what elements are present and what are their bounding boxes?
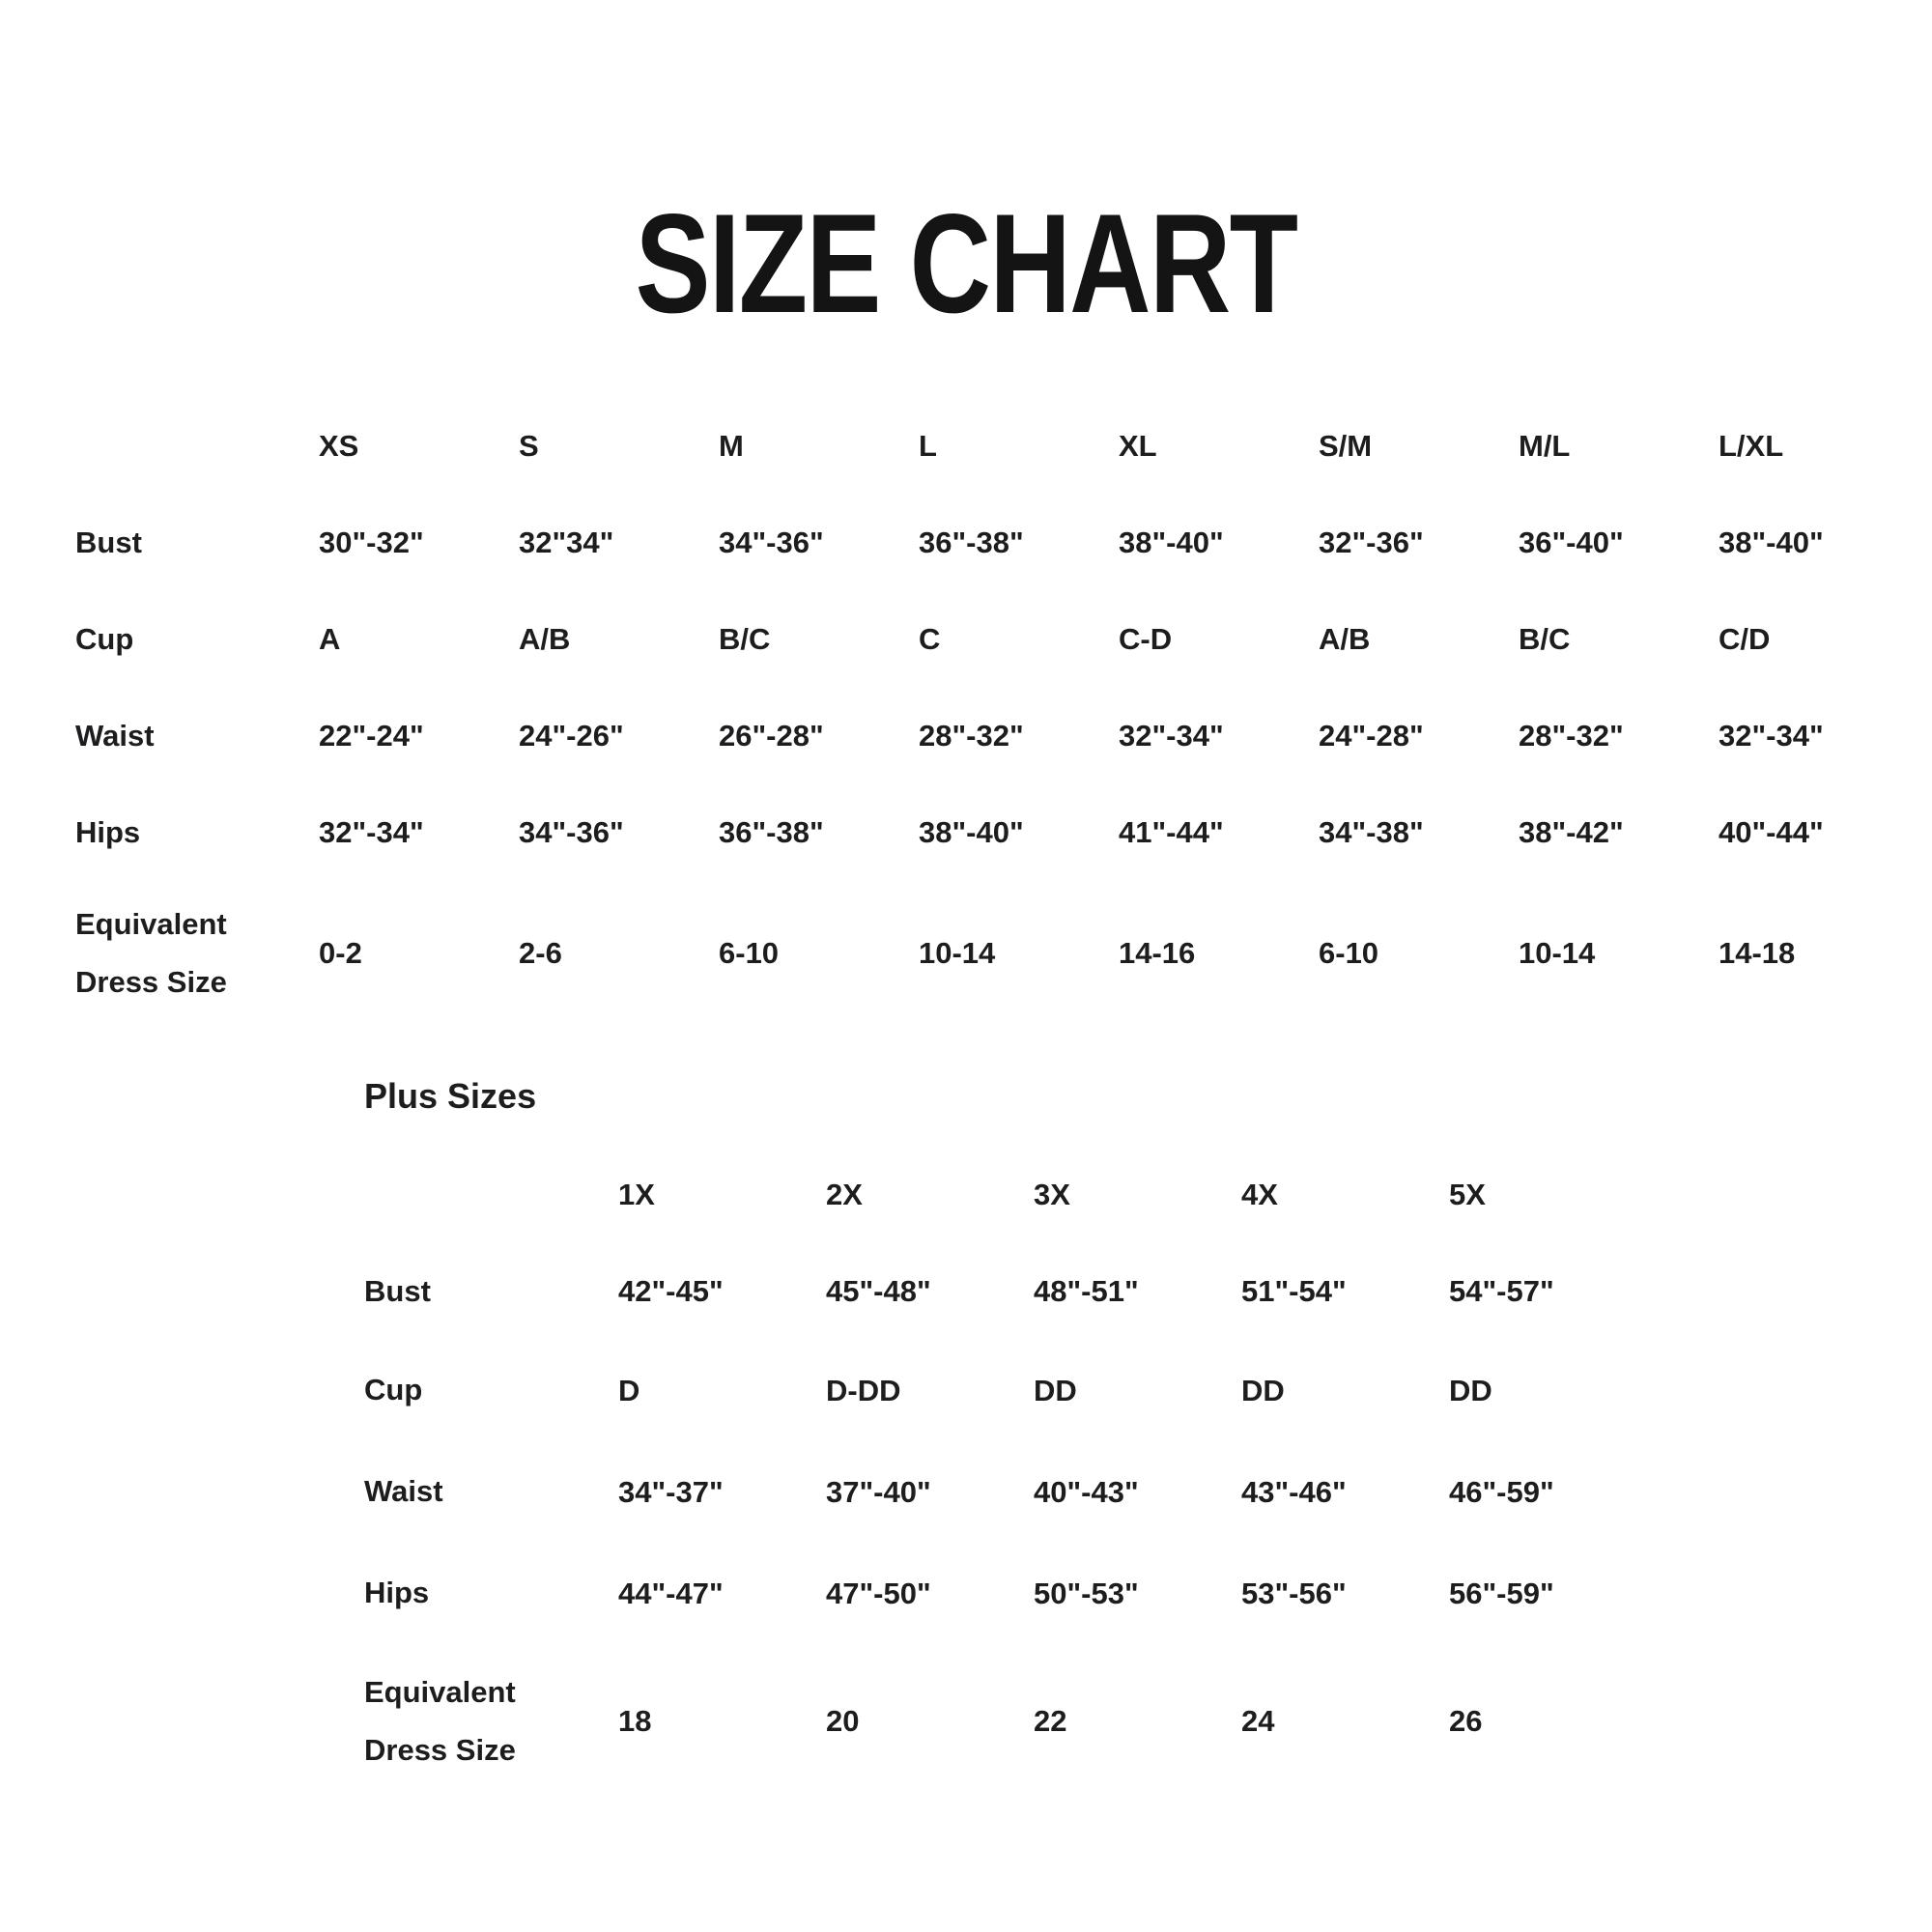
standard-size-table-col-header: S/M	[1319, 429, 1373, 463]
plus-size-table-corner-spacer	[364, 1147, 618, 1243]
standard-size-table-value-cell: 36"-38"	[919, 526, 1024, 559]
plus-sizes-heading: Plus Sizes	[364, 1076, 537, 1116]
plus-size-table-value-cell: 45"-48"	[826, 1274, 931, 1308]
standard-size-table-value-cell: 32"-34"	[1719, 719, 1824, 753]
standard-size-table-value-cell: 0-2	[319, 936, 362, 970]
standard-size-table-col-header: L	[919, 429, 937, 463]
standard-size-table-corner-spacer	[75, 398, 319, 495]
plus-size-table-value-cell: 22	[1034, 1704, 1067, 1738]
standard-size-table-col-header: M	[719, 429, 744, 463]
standard-size-table-value-cell: 6-10	[719, 936, 780, 970]
standard-size-table-value-cell: 40"-44"	[1719, 815, 1824, 849]
standard-size-table-row-label: Hips	[75, 814, 141, 849]
plus-size-table-value-cell: 40"-43"	[1034, 1474, 1139, 1509]
plus-size-table-value-cell: DD	[1449, 1373, 1492, 1407]
page-title	[0, 185, 1932, 342]
standard-size-table-value-cell: C/D	[1719, 622, 1771, 656]
page-title-text: SIZE CHART	[635, 185, 1297, 342]
standard-size-table-value-cell: 28"-32"	[1519, 719, 1624, 753]
plus-size-table-value-cell: DD	[1241, 1373, 1285, 1407]
plus-size-table-value-cell: 20	[826, 1704, 860, 1738]
standard-size-table-value-cell: 10-14	[919, 936, 996, 970]
standard-size-table-value-cell: 38"-40"	[919, 815, 1024, 849]
standard-size-table-value-cell: 14-16	[1119, 936, 1196, 970]
standard-size-table-value-cell: 28"-32"	[919, 719, 1024, 753]
plus-size-table-row-label: Equivalent Dress Size	[364, 1674, 516, 1767]
plus-size-table-value-cell: 48"-51"	[1034, 1274, 1139, 1308]
plus-size-table-row-label: Waist	[364, 1474, 443, 1509]
standard-size-table-value-cell: 10-14	[1519, 936, 1596, 970]
standard-size-table-row-label: Waist	[75, 718, 155, 753]
plus-size-table-row-label: Hips	[364, 1576, 430, 1610]
standard-size-table-value-cell: C	[919, 622, 941, 656]
standard-size-table-value-cell: C-D	[1119, 622, 1173, 656]
standard-size-table	[0, 398, 1932, 1026]
plus-size-table-value-cell: 56"-59"	[1449, 1576, 1554, 1610]
standard-size-table-value-cell: 26"-28"	[719, 719, 824, 753]
plus-size-table-value-cell: 46"-59"	[1449, 1474, 1554, 1509]
standard-size-table-value-cell: 32"34"	[519, 526, 614, 559]
plus-size-table-col-header: 4X	[1241, 1178, 1278, 1211]
standard-size-table-row-label: Equivalent Dress Size	[75, 906, 227, 999]
standard-size-table-value-cell: 38"-40"	[1119, 526, 1224, 559]
plus-size-table-value-cell: D	[618, 1373, 640, 1407]
plus-size-table	[0, 1147, 1932, 1799]
standard-size-table-col-header: XS	[319, 429, 359, 463]
plus-size-table-value-cell: 44"-47"	[618, 1576, 724, 1610]
standard-size-table-value-cell: 32"-36"	[1319, 526, 1424, 559]
standard-size-table-value-cell: A	[319, 622, 341, 656]
standard-size-table-value-cell: A/B	[1319, 622, 1371, 656]
plus-size-table-col-header: 2X	[826, 1178, 863, 1211]
plus-size-table-row-label: Cup	[364, 1373, 423, 1407]
standard-size-table-value-cell: 34"-36"	[519, 815, 624, 849]
plus-size-table-value-cell: 53"-56"	[1241, 1576, 1347, 1610]
plus-size-table-value-cell: 51"-54"	[1241, 1274, 1347, 1308]
standard-size-table-value-cell: 2-6	[519, 936, 562, 970]
plus-size-table-col-header: 3X	[1034, 1178, 1070, 1211]
plus-size-table-col-header: 1X	[618, 1178, 655, 1211]
standard-size-table-col-header: S	[519, 429, 539, 463]
plus-size-table-value-cell: 43"-46"	[1241, 1474, 1347, 1509]
standard-size-table-value-cell: 32"-34"	[319, 815, 424, 849]
standard-size-table-value-cell: 36"-38"	[719, 815, 824, 849]
standard-size-table-value-cell: 34"-38"	[1319, 815, 1424, 849]
plus-size-table-value-cell: 24	[1241, 1704, 1275, 1738]
plus-size-table-value-cell: 42"-45"	[618, 1274, 724, 1308]
standard-size-table-value-cell: 6-10	[1319, 936, 1379, 970]
plus-size-table-row-label: Bust	[364, 1273, 431, 1308]
standard-size-table-value-cell: 30"-32"	[319, 526, 424, 559]
plus-size-table-value-cell: 50"-53"	[1034, 1576, 1139, 1610]
plus-size-table-value-cell: 47"-50"	[826, 1576, 931, 1610]
plus-size-table-value-cell: 34"-37"	[618, 1474, 724, 1509]
standard-size-table-col-header: M/L	[1519, 429, 1571, 463]
plus-size-table-value-cell: D-DD	[826, 1373, 901, 1407]
plus-size-table-value-cell: 26	[1449, 1704, 1483, 1738]
standard-size-table-value-cell: A/B	[519, 622, 571, 656]
standard-size-table-value-cell: 36"-40"	[1519, 526, 1624, 559]
standard-size-table-value-cell: 34"-36"	[719, 526, 824, 559]
standard-size-table-value-cell: 24"-28"	[1319, 719, 1424, 753]
standard-size-table-value-cell: B/C	[719, 622, 771, 656]
standard-size-table-value-cell: 38"-42"	[1519, 815, 1624, 849]
standard-size-table-value-cell: B/C	[1519, 622, 1571, 656]
standard-size-table-col-header: L/XL	[1719, 429, 1784, 463]
standard-size-table-value-cell: 24"-26"	[519, 719, 624, 753]
plus-size-table-value-cell: DD	[1034, 1373, 1077, 1407]
standard-size-table-col-header: XL	[1119, 429, 1157, 463]
standard-size-table-value-cell: 41"-44"	[1119, 815, 1224, 849]
standard-size-table-value-cell: 32"-34"	[1119, 719, 1224, 753]
plus-size-table-value-cell: 54"-57"	[1449, 1274, 1554, 1308]
standard-size-table-row-label: Cup	[75, 621, 134, 656]
standard-size-table-value-cell: 38"-40"	[1719, 526, 1824, 559]
standard-size-table-value-cell: 14-18	[1719, 936, 1796, 970]
plus-size-table-value-cell: 18	[618, 1704, 652, 1738]
standard-size-table-value-cell: 22"-24"	[319, 719, 424, 753]
plus-size-table-col-header: 5X	[1449, 1178, 1486, 1211]
plus-size-table-value-cell: 37"-40"	[826, 1474, 931, 1509]
standard-size-table-row-label: Bust	[75, 525, 142, 559]
